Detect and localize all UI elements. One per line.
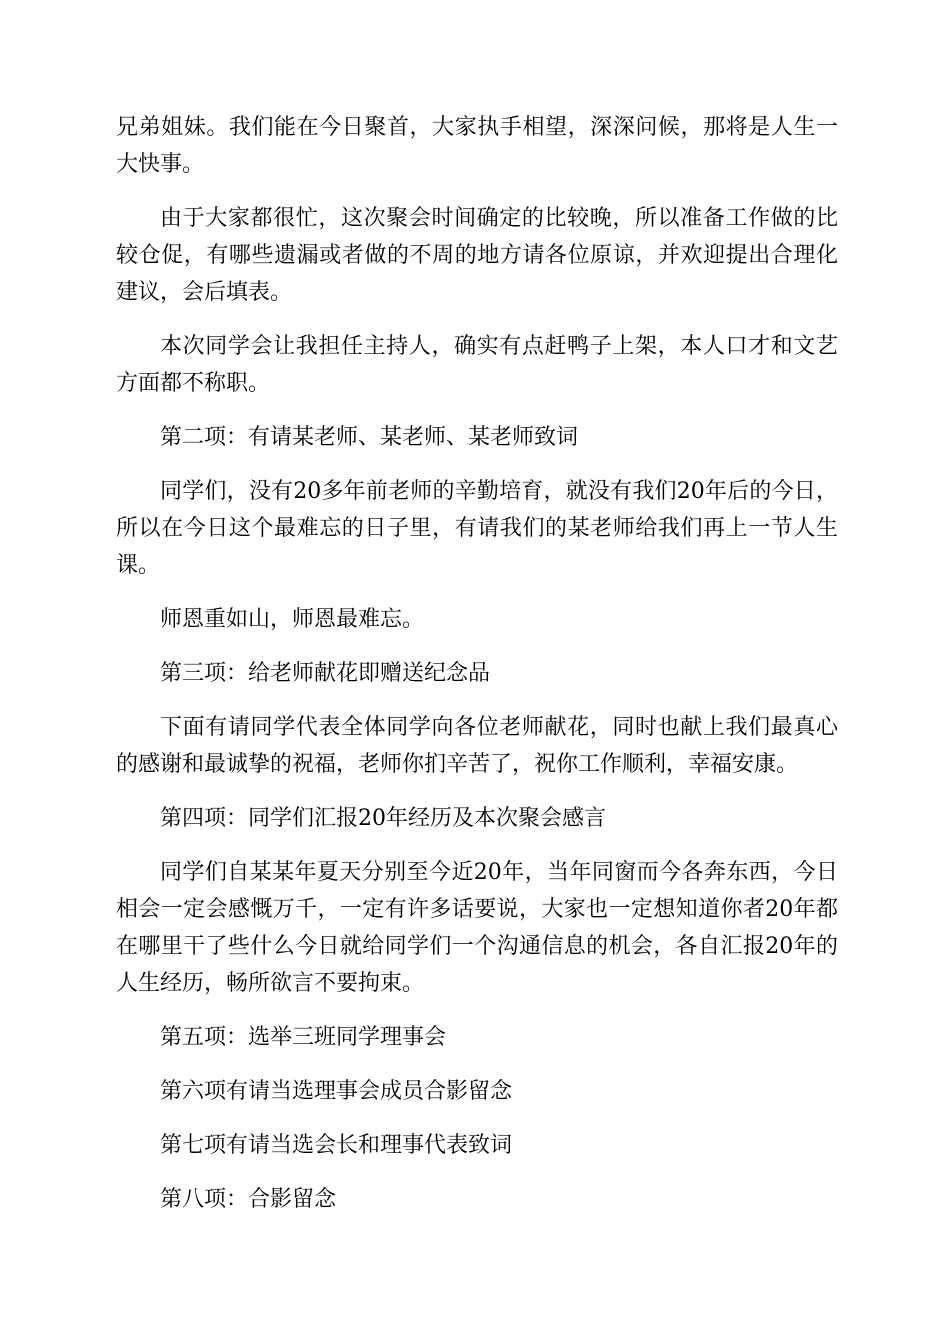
section-heading-item-8: 第八项：合影留念 <box>160 1187 337 1212</box>
paragraph-continuation: 兄弟姐妹。我们能在今日聚首，大家执手相望，深深问候，那将是人生一大快事。 <box>116 115 838 177</box>
paragraph-teacher-speech: 同学们，没有20多年前老师的辛勤培育，就没有我们20年后的今日，所以在今日这个最难忘的日子里，有请我们的某老师给我们再上一节人生课。 <box>116 479 838 578</box>
paragraph-classmates-report: 同学们自某某年夏天分别至今近20年，当年同窗而今各奔东西，今日相会一定会感慨万千，一定有许多话要说，大家也一定想知道你者20年都在哪里干了些什么今日就给同学们一个沟通信息的机会，各自汇报20年的人生经历，畅所欲言不要拘束。 <box>116 860 838 996</box>
section-heading-item-3: 第三项：给老师献花即赠送纪念品 <box>160 661 491 686</box>
paragraph-teacher-gratitude: 师恩重如山，师恩最难忘。 <box>160 607 425 632</box>
paragraph-flower-presentation: 下面有请同学代表全体同学向各位老师献花，同时也献上我们最真心的感谢和最诚挚的祝福，老师你扪辛苦了，祝你工作顺利，幸福安康。 <box>116 715 838 777</box>
section-heading-item-6: 第六项有请当选理事会成员合影留念 <box>160 1079 513 1104</box>
paragraph-preparation-apology: 由于大家都很忙，这次聚会时间确定的比较晚，所以准备工作做的比较仓促，有哪些遗漏或者做的不周的地方请各位原谅，并欢迎提出合理化建议，会后填表。 <box>116 206 838 305</box>
section-heading-item-7: 第七项有请当选会长和理事代表致词 <box>160 1133 513 1158</box>
paragraph-host-intro: 本次同学会让我担任主持人，确实有点赶鸭子上架，本人口才和文艺方面都不称职。 <box>116 334 838 396</box>
section-heading-item-4: 第四项：同学们汇报20年经历及本次聚会感言 <box>160 806 606 831</box>
section-heading-item-2: 第二项：有请某老师、某老师、某老师致词 <box>160 425 579 450</box>
section-heading-item-5: 第五项：选举三班同学理事会 <box>160 1025 447 1050</box>
document-body <box>116 109 838 1235</box>
